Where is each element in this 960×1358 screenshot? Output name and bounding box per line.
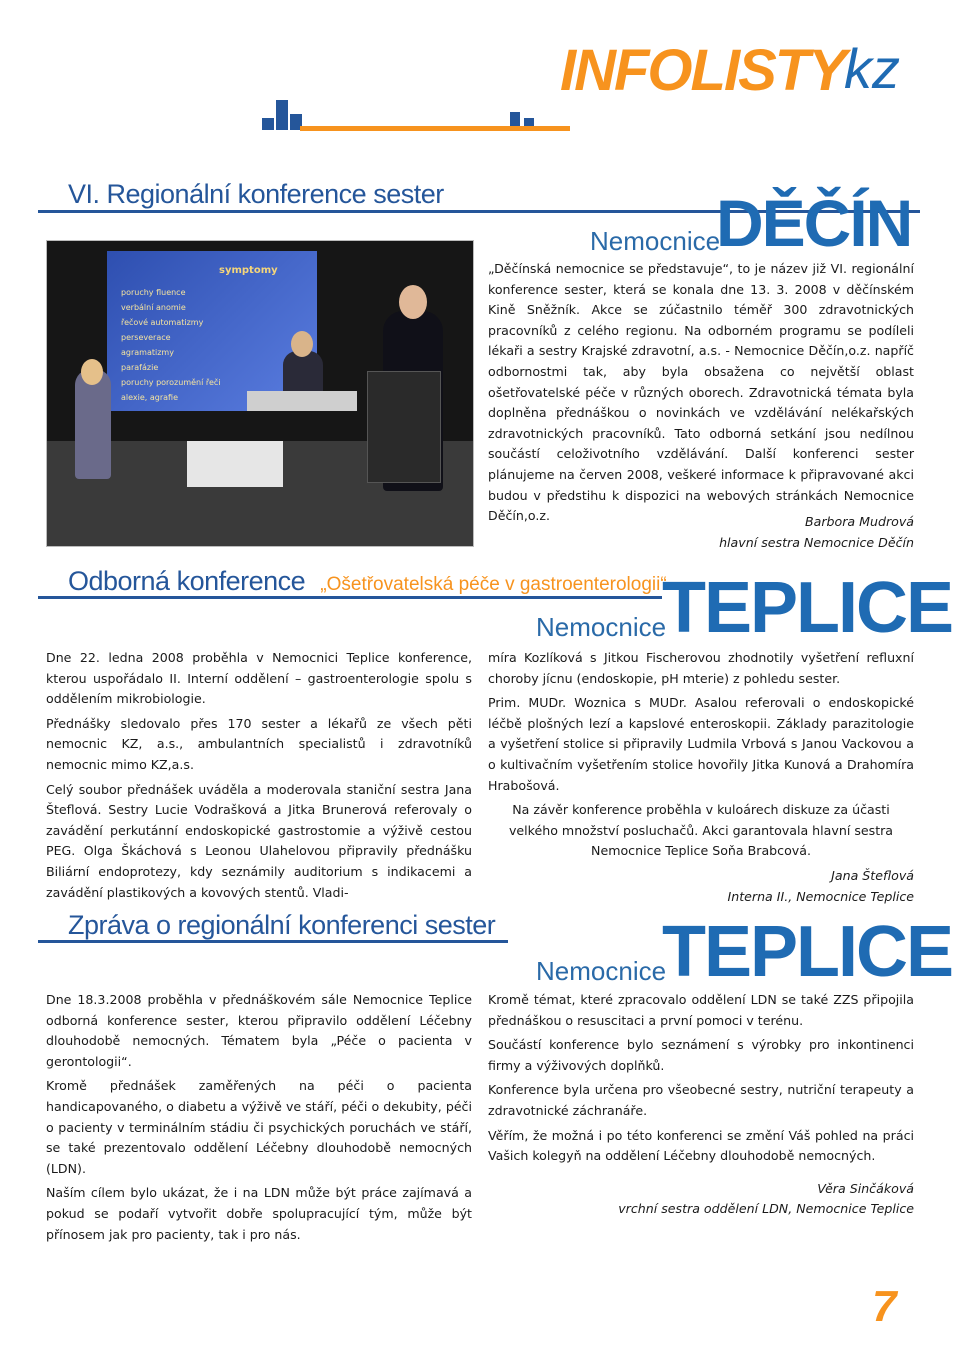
section1 xyxy=(0,0,960,560)
seated-man-head xyxy=(291,331,313,357)
section3-author-name: Věra Sinčáková xyxy=(817,1180,914,1196)
speaker-left xyxy=(75,369,111,479)
section3-right-column xyxy=(488,990,914,1220)
slide-item: perseverace xyxy=(121,333,171,342)
section2-author-name: Jana Šteflová xyxy=(831,867,914,883)
section1-title-underline xyxy=(38,210,490,213)
section3-title: Zpráva o regionální konferenci sester xyxy=(68,910,496,940)
page-number: 7 xyxy=(872,1282,897,1331)
hospital-label-decin xyxy=(586,186,916,260)
section2-author-role: Interna II., Nemocnice Teplice xyxy=(727,888,914,904)
slide-item: poruchy fluence xyxy=(121,288,186,297)
speaker-left-head xyxy=(81,359,103,385)
slide-item: alexie, agrafie xyxy=(121,393,179,402)
hospital-prefix: Nemocnice xyxy=(536,956,667,986)
slide-item: parafázie xyxy=(121,363,159,372)
section2-right-column xyxy=(488,648,914,907)
brand-text: INFOLISTY xyxy=(560,38,845,103)
slide-item: agramatizmy xyxy=(121,348,174,357)
hospital-name: TEPLICE xyxy=(662,912,953,992)
paragraph: Kromě témat, které zpracovalo oddělení LDN se také ZZS připojila přednáškou o resuscitaci a první pomoci v terénu. xyxy=(488,992,914,1028)
paragraph: míra Kozlíková s Jitkou Fischerovou zhodnotily vyšetření refluxní choroby jícnu (endoskopie, pH mterie) z pohledu sester. xyxy=(488,650,914,686)
section3 xyxy=(0,900,960,1240)
paragraph: Na závěr konference proběhla v kuloárech diskuze za účasti velkého množství posluchačů. Akci garantovala hlavní sestra Nemocnice Teplice Soňa Brabcová. xyxy=(508,802,894,859)
paragraph: Součástí konference bylo seznámení s výrobky pro inkontinenci firmy a výživových doplňků. xyxy=(488,1037,914,1073)
hospital-label-teplice-2 xyxy=(532,912,953,992)
podium xyxy=(367,371,441,483)
hospital-prefix: Nemocnice xyxy=(536,612,667,642)
section1-author-role: hlavní sestra Nemocnice Děčín xyxy=(719,535,914,550)
section1-author-name: Barbora Mudrová xyxy=(804,514,914,529)
slide-item: řečové automatizmy xyxy=(121,318,204,327)
hospital-prefix: Nemocnice xyxy=(590,226,721,256)
paragraph: Kromě přednášek zaměřených na péči o pacienta handicapovaného, o diabetu a výživě ve stáří, péči o dekubity, péči o pacienty v terminálním stádiu či psychických poruchách ve stáří, se také prezentovalo oddělení Léčebny dlouhodobě nemocných (LDN). xyxy=(46,1078,472,1176)
hospital-name: DĚČÍN xyxy=(716,186,912,260)
slide-title: symptomy xyxy=(219,265,278,276)
slide-list xyxy=(121,285,221,405)
section3-author-role: vrchní sestra oddělení LDN, Nemocnice Teplice xyxy=(618,1201,914,1217)
section1-body: „Děčínská nemocnice se představuje“, to je název již VI. regionální konference sester, která se konala dne 13. 3. 2008 v děčínském Kině Sněžník. Akce se zúčastnilo téměř 300 zdravotnických pracovníků z celého regionu. Na odborném programu se podíleli lékaři a sestry Krajské zdravotní, a.s. - Nemocnice Děčín,o.z. napříč odbornostmi tak, aby byla obsažena co největší oblast ošetřovatelské péče v různých oborech. Zdravotnická témata byla doplněna přednáškou o novinkách ve vzdělávání nelékařských zdravotnických pracovníků. Tato odborná setkání jsou nedílnou součástí celoživotního vzdělávání. Další konferenci sester plánujeme na červen 2008, veškeré informace k připravované akci budou v předstihu k dispozici na webových stránkách Nemocnice Děčín,o.z. xyxy=(488,261,914,524)
section3-left-column xyxy=(46,990,472,1249)
paragraph: Dne 18.3.2008 proběhla v přednáškovém sále Nemocnice Teplice odborná konference sester, kterou připravilo oddělení Léčebny dlouhodobě nemocných. Tématem byla „Péče o pacienta v gerontologii“. xyxy=(46,992,472,1069)
slide-item: poruchy porozumění řeči xyxy=(121,378,221,387)
paragraph: Celý soubor přednášek uváděla a moderovala staniční sestra Jana Šteflová. Sestry Lucie Vodrašková a Jitka Brunerová referovaly o zavádění perkutánní endoskopické gastrostomie a výživě cestou PEG. Olga Škáchová s Leonou Ulahelovou připravily přednášku Biliární endoprotezy, kdy seznámily auditorium s indikacemi a zavádění plastikových a kovových stentů. Vladi- xyxy=(46,781,472,900)
section2-left-column xyxy=(46,648,472,907)
section3-title-underline xyxy=(38,940,508,943)
section2-title-main: Odborná konference xyxy=(68,566,306,596)
paragraph: Přednášky sledovalo přes 170 sester a lékařů ze všech pěti nemocnic KZ, a.s., ambulantních specialistů i zdravotníků nemocnic mimo KZ,a.s. xyxy=(46,715,472,772)
conference-photo xyxy=(46,240,474,547)
section2-title-sub: „Ošetřovatelská péče v gastroenterologii“ xyxy=(320,574,667,595)
paragraph: Dne 22. ledna 2008 proběhla v Nemocnici Teplice konference, kterou uspořádalo II. Interní oddělení – gastroenterologie spolu s oddělením mikrobiologie. xyxy=(46,650,472,707)
section2 xyxy=(0,560,960,904)
speaker-right-head xyxy=(399,285,427,319)
slide-item: verbální anomie xyxy=(121,303,186,312)
paragraph: Naším cílem bylo ukázat, že i na LDN může být práce zajímavá a pokud se podaří vytvořit dobře spolupracující tým, může být přínosem jak pro pacienty, tak i pro nás. xyxy=(46,1185,472,1242)
hospital-name: TEPLICE xyxy=(662,568,953,648)
hospital-label-teplice xyxy=(532,568,953,648)
table xyxy=(187,441,283,487)
paragraph: Věřím, že možná i po této konferenci se změní Váš pohled na práci Vašich kolegyň na oddělení Léčebny dlouhodobě nemocných. xyxy=(488,1127,914,1164)
desk xyxy=(247,391,357,411)
paragraph: Prim. MUDr. Woznica s MUDr. Asalou referovali o endoskopické léčbě plošných lezí a kapslové enteroskopii. Základy parazitologie a vyšetření stolice si připravily Ludmila Vrbová s Janou Vackovou a o kultivačním vyšetřením stolice hovořily Jitka Kunová a Drahomíra Hrabošová. xyxy=(488,695,914,793)
paragraph: Konference byla určena pro všeobecné sestry, nutriční terapeuty a zdravotnické záchranáře. xyxy=(488,1082,914,1118)
section1-title: VI. Regionální konference sester xyxy=(68,179,444,209)
brand-suffix: kz xyxy=(844,37,900,100)
